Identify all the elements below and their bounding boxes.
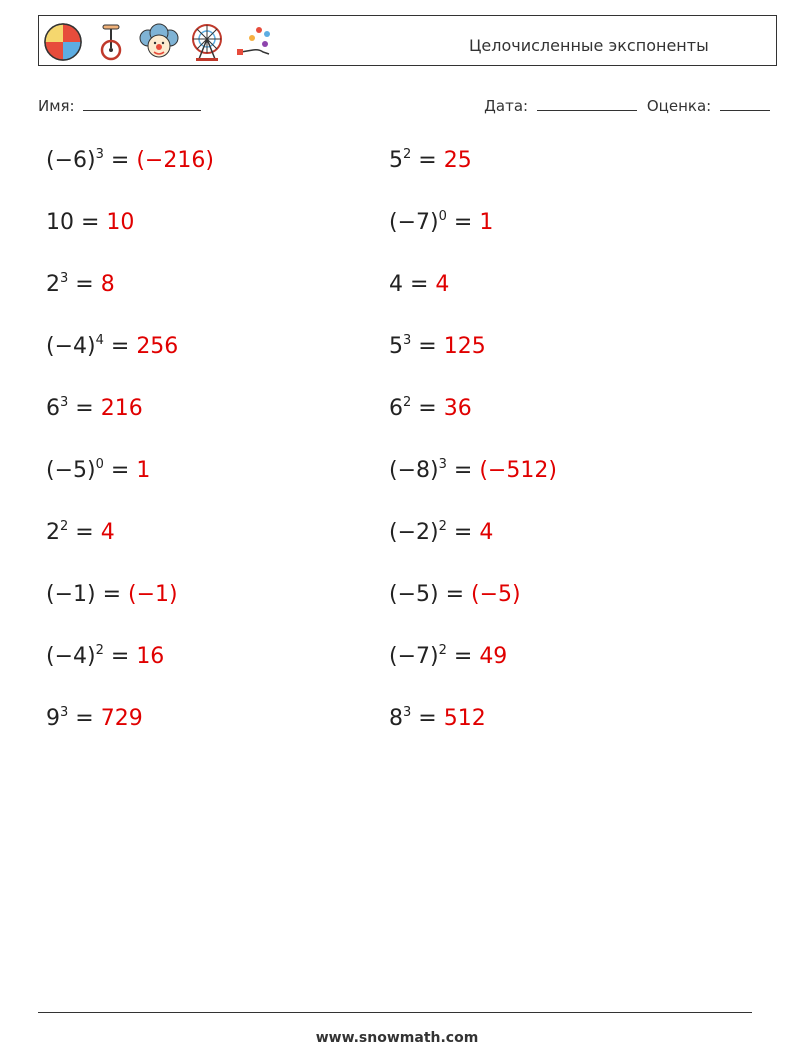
problem-base: 5 [389,334,403,359]
problem-base: (−7) [389,210,439,235]
equals-sign: = [68,272,101,297]
equals-sign: = [103,334,137,359]
name-blank [83,95,201,111]
problem-answer: 10 [106,210,135,235]
header-icons [43,22,275,62]
problem-exponent: 3 [95,147,104,162]
equals-sign: = [68,706,101,731]
problem-base: (−4) [46,644,96,669]
problem-base: 8 [389,706,403,731]
equals-sign: = [411,396,444,421]
equals-sign: = [411,148,444,173]
problem-base: (−7) [389,644,439,669]
problem-base: (−6) [46,148,96,173]
equals-sign: = [411,334,444,359]
problem-answer: (−512) [479,458,557,483]
problem-item [389,148,472,173]
equals-sign: = [446,458,480,483]
equals-sign: = [446,644,480,669]
equals-sign: = [74,210,107,235]
problem-exponent: 3 [60,395,69,410]
problem-exponent: 2 [60,519,69,534]
problem-item [46,458,150,483]
problem-answer: 8 [100,272,115,297]
problem-base: 6 [46,396,60,421]
problem-base: (−5) [389,582,439,607]
equals-sign: = [103,644,137,669]
beach-ball-icon [43,22,83,62]
problem-answer: 4 [435,272,450,297]
name-label: Имя: [38,97,75,115]
date-label: Дата: [484,97,529,115]
problem-exponent: 0 [95,457,104,472]
problem-item [46,644,164,669]
problem-answer: 256 [136,334,179,359]
problem-answer: 16 [136,644,165,669]
equals-sign: = [446,520,480,545]
clown-icon [139,22,179,62]
equals-sign: = [103,458,137,483]
problem-item [46,706,143,731]
problem-base: 10 [46,210,74,235]
problem-exponent: 4 [95,333,104,348]
problem-answer: 49 [479,644,508,669]
equals-sign: = [446,210,480,235]
equals-sign: = [68,396,101,421]
equals-sign: = [103,148,137,173]
worksheet-title: Целочисленные экспоненты [469,36,709,55]
problem-item [389,706,486,731]
problem-base: 2 [46,520,60,545]
problem-exponent: 2 [438,519,447,534]
problem-base: (−1) [46,582,96,607]
equals-sign: = [68,520,101,545]
equals-sign: = [438,582,472,607]
problem-answer: 1 [136,458,151,483]
problem-item [46,582,178,607]
problem-exponent: 3 [403,333,412,348]
problem-exponent: 3 [60,271,69,286]
grade-field [647,95,770,115]
problem-answer: 729 [100,706,143,731]
problem-item [389,520,493,545]
problem-answer: 216 [100,396,143,421]
problem-exponent: 3 [438,457,447,472]
problem-item [389,272,449,297]
problem-base: (−5) [46,458,96,483]
problem-item [46,148,214,173]
problem-answer: 512 [443,706,486,731]
problem-item [46,210,134,235]
problem-exponent: 2 [403,395,412,410]
ferris-wheel-icon [187,22,227,62]
problem-base: (−2) [389,520,439,545]
date-blank [537,95,637,111]
problem-answer: 1 [479,210,494,235]
grade-blank [720,95,770,111]
problem-answer: 4 [479,520,494,545]
problem-item [46,334,178,359]
problem-answer: (−216) [136,148,214,173]
problem-base: 4 [389,272,403,297]
problem-base: (−4) [46,334,96,359]
problem-exponent: 0 [438,209,447,224]
problem-item [389,210,493,235]
problem-exponent: 3 [60,705,69,720]
problem-exponent: 2 [438,643,447,658]
equals-sign: = [403,272,436,297]
problem-answer: 4 [100,520,115,545]
header-box [38,15,777,66]
problem-item [46,396,143,421]
problem-base: 5 [389,148,403,173]
problem-base: (−8) [389,458,439,483]
equals-sign: = [95,582,129,607]
problem-answer: 36 [443,396,472,421]
problem-base: 9 [46,706,60,731]
problem-exponent: 2 [95,643,104,658]
problem-exponent: 2 [403,147,412,162]
problem-answer: (−5) [471,582,521,607]
problem-base: 2 [46,272,60,297]
problem-item [389,334,486,359]
date-field [484,95,637,115]
problem-answer: 125 [443,334,486,359]
unicycle-icon [91,22,131,62]
equals-sign: = [411,706,444,731]
problem-item [46,520,115,545]
problem-item [389,396,472,421]
problem-exponent: 3 [403,705,412,720]
problem-base: 6 [389,396,403,421]
problem-answer: (−1) [128,582,178,607]
problem-item [46,272,115,297]
problem-item [389,458,557,483]
footer-divider [38,1012,752,1013]
juggling-hand-icon [235,22,275,62]
grade-label: Оценка: [646,97,712,115]
name-field [38,95,201,115]
problem-item [389,644,507,669]
problem-answer: 25 [443,148,472,173]
footer-url: www.snowmath.com [315,1030,479,1046]
date-grade-fields [484,95,770,115]
problem-item [389,582,521,607]
